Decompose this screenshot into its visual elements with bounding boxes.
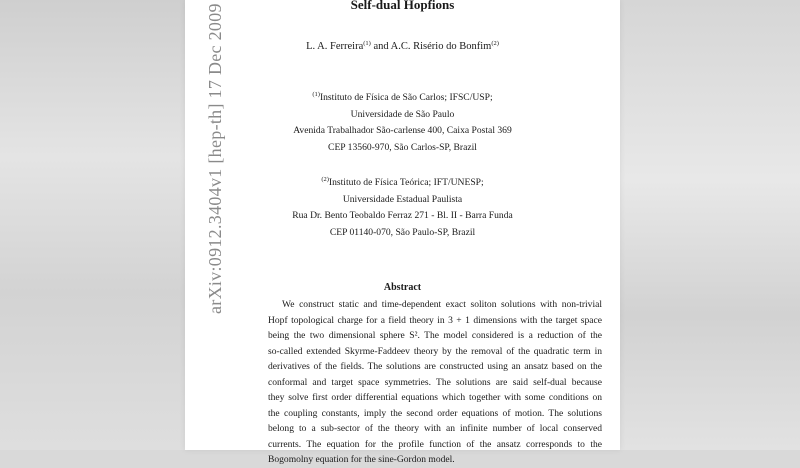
- background-left: [0, 0, 185, 450]
- paper-title: Self-dual Hopfions: [350, 0, 455, 12]
- abstract-line: Hopf topological charge for a field theory in 3 + 1 dimensions with the target space: [268, 314, 602, 326]
- author-conjunction: and: [370, 41, 391, 52]
- abstract-line: We construct static and time-dependent exact soliton solutions with non-trivial: [282, 299, 602, 310]
- abstract-heading: Abstract: [383, 282, 422, 293]
- affiliation-1-line: CEP 13560-970, São Carlos-SP, Brazil: [328, 141, 477, 153]
- abstract-line: the coupling constants, imply the second order equations of motion. The solutions: [268, 407, 602, 419]
- affiliation-2: [185, 175, 620, 241]
- background-right: [620, 0, 800, 450]
- author-line: [185, 39, 620, 55]
- abstract-line: so-called extended Skyrme-Faddeev theory by the removal of the quadratic term in: [268, 345, 602, 357]
- abstract-body: [268, 297, 602, 468]
- abstract-line: being the two dimensional sphere S². The model considered is a reduction of the: [268, 330, 602, 341]
- affiliation-2-line: Universidade Estadual Paulista: [342, 193, 463, 205]
- affiliation-2-line: Rua Dr. Bento Teobaldo Ferraz 271 - Bl. II - Barra Funda: [292, 210, 513, 221]
- author-2-affiliation-mark: (2): [491, 40, 499, 47]
- arxiv-identifier-stamp: arXiv:0912.3404v1 [hep-th] 17 Dec 2009: [205, 3, 225, 314]
- abstract-line: Bogomolny equation for the sine-Gordon model.: [268, 454, 455, 465]
- affiliation-1-institute: Instituto de Física de São Carlos; IFSC/USP;: [319, 92, 493, 103]
- abstract-line: derivatives of the fields. The solutions are constructed using an ansatz based on the: [268, 361, 602, 372]
- affiliation-2-line: [185, 175, 620, 192]
- author-1: L. A. Ferreira: [306, 41, 364, 52]
- affiliation-1: [185, 90, 620, 156]
- affiliation-1-line: Universidade de São Paulo: [350, 108, 455, 120]
- affiliation-2-institute: Instituto de Física Teórica; IFT/UNESP;: [328, 177, 484, 188]
- affiliation-1-line: Avenida Trabalhador São-carlense 400, Caixa Postal 369: [293, 125, 512, 136]
- abstract-line: they solve first order differential equations which together with some conditions on: [268, 392, 602, 403]
- author-1-affiliation-mark: (1): [363, 40, 371, 47]
- abstract-line: belong to a sub-sector of the theory with an infinite number of local conserved: [268, 423, 602, 434]
- affiliation-1-line: [185, 90, 620, 107]
- affiliation-2-mark: (2): [321, 176, 329, 183]
- abstract-line: currents. The equation for the profile function of the ansatz corresponds to the: [268, 438, 602, 450]
- affiliation-2-line: CEP 01140-070, São Paulo-SP, Brazil: [329, 226, 476, 238]
- affiliation-1-mark: (1): [312, 91, 320, 98]
- abstract-line: conformal and target space symmetries. The solutions are said self-dual because: [268, 376, 602, 388]
- author-2: A.C. Risério do Bonfim: [390, 41, 492, 52]
